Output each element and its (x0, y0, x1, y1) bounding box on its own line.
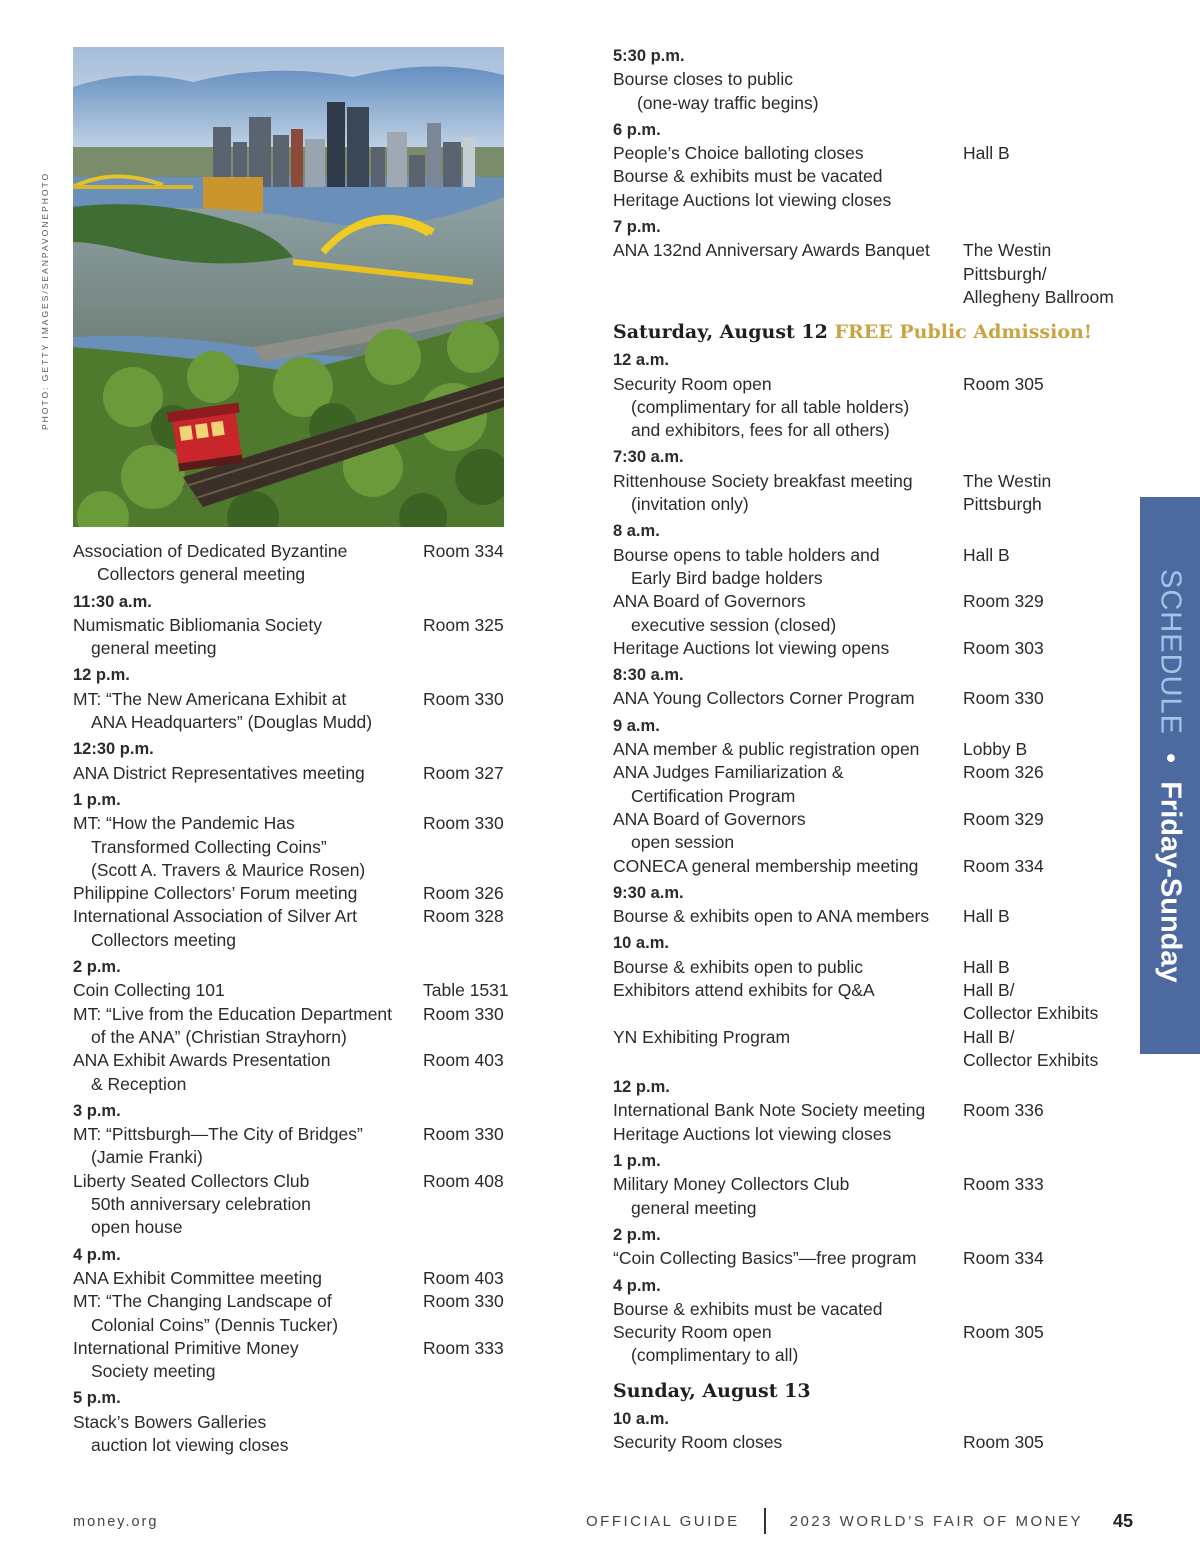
pittsburgh-skyline-incline-icon (73, 47, 504, 527)
schedule-entry (613, 1173, 1133, 1220)
entry-row (613, 373, 1133, 396)
event-room (963, 1298, 1133, 1321)
entry-continuation-row (613, 1344, 1133, 1367)
event-name: International Primitive Money (73, 1337, 299, 1358)
event-name-continued: auction lot viewing closes (91, 1434, 289, 1455)
entry-row (73, 540, 543, 563)
entry-continuation-row (73, 1146, 543, 1169)
event-room-continued: Collector Exhibits (963, 1003, 1099, 1024)
schedule-entry (73, 1170, 543, 1240)
time-heading: 6 p.m. (613, 120, 661, 139)
time-heading: 12:30 p.m. (73, 740, 154, 759)
event-name-continued: Certification Program (631, 785, 796, 806)
event-name: Bourse & exhibits must be vacated (613, 1298, 883, 1319)
schedule-entry (613, 544, 1133, 591)
entry-continuation-row (613, 396, 1133, 419)
schedule-entry (613, 239, 1133, 309)
schedule-entry (613, 637, 1133, 660)
event-room-continued (423, 1360, 543, 1383)
entry-row (73, 1290, 543, 1313)
entry-continuation-row (73, 859, 543, 882)
event-room-continued (423, 711, 543, 734)
event-room: Room 336 (963, 1100, 1044, 1121)
event-name-continued (613, 263, 963, 286)
event-name-continued: open session (631, 832, 735, 853)
entry-row (613, 761, 1133, 784)
time-heading: 7:30 a.m. (613, 448, 684, 467)
entry-continuation-row (613, 263, 1133, 286)
event-room-continued: Collector Exhibits (963, 1049, 1099, 1070)
entry-continuation-row (73, 711, 543, 734)
event-room: Room 403 (423, 1050, 504, 1071)
event-name: Military Money Collectors Club (613, 1174, 850, 1195)
event-name: ANA District Representatives meeting (73, 762, 365, 783)
schedule-entry (613, 1247, 1133, 1270)
event-room-continued (423, 1216, 543, 1239)
entry-row (73, 1003, 543, 1026)
entry-row (73, 1049, 543, 1072)
event-room: The Westin (963, 240, 1052, 261)
event-room: Room 334 (423, 541, 504, 561)
event-room-continued (423, 637, 543, 660)
entry-continuation-row (73, 637, 543, 660)
event-name: Stack’s Bowers Galleries (73, 1411, 267, 1432)
schedule-entry (613, 1099, 1133, 1122)
schedule-entry (73, 540, 543, 587)
event-name: Bourse & exhibits must be vacated (613, 166, 883, 187)
event-room: Room 329 (963, 808, 1044, 829)
event-name-continued: Collectors general meeting (97, 564, 306, 585)
schedule-entry (613, 1321, 1133, 1368)
schedule-entry (613, 956, 1133, 979)
event-room-continued (423, 1314, 543, 1337)
schedule-entry (73, 905, 543, 952)
entry-row (613, 808, 1133, 831)
event-room: Room 326 (423, 883, 504, 904)
entry-row (613, 1173, 1133, 1196)
event-room-continued: Allegheny Ballroom (963, 286, 1114, 307)
side-tab-schedule: SCHEDULE (1154, 568, 1187, 735)
time-heading: 8 a.m. (613, 522, 660, 541)
event-name-continued: Transformed Collecting Coins” (91, 836, 327, 857)
day-heading (613, 1378, 1133, 1404)
event-name-continued: (Jamie Franki) (91, 1147, 203, 1168)
event-room: Room 333 (423, 1337, 504, 1358)
event-name-continued: (invitation only) (631, 494, 749, 515)
time-heading: 11:30 a.m. (73, 592, 152, 611)
event-room-continued (963, 419, 1133, 442)
event-name: Liberty Seated Collectors Club (73, 1170, 310, 1191)
entry-row (73, 1411, 543, 1434)
event-name-continued: ANA Headquarters” (Douglas Mudd) (91, 712, 373, 733)
event-name: Rittenhouse Society breakfast meeting (613, 470, 913, 491)
schedule-entry (73, 1049, 543, 1096)
event-room: Room 305 (963, 373, 1044, 394)
event-name-continued: Early Bird badge holders (631, 567, 823, 588)
schedule-entry (73, 688, 543, 735)
entry-continuation-row (613, 286, 1133, 309)
entry-continuation-row (73, 1434, 543, 1457)
event-name-continued: general meeting (631, 1197, 757, 1218)
event-room: Hall B/ (963, 1026, 1015, 1047)
event-name-continued: Society meeting (91, 1361, 216, 1382)
schedule-entry (613, 761, 1133, 808)
event-name-continued: general meeting (91, 638, 217, 659)
schedule-entry (73, 812, 543, 882)
page-number: 45 (1113, 1510, 1134, 1531)
event-name-continued: & Reception (91, 1073, 187, 1094)
entry-continuation-row (73, 1314, 543, 1337)
event-room-continued (423, 859, 543, 882)
entry-row (613, 1298, 1133, 1321)
event-name: Exhibitors attend exhibits for Q&A (613, 979, 875, 1000)
schedule-entry (73, 979, 543, 1002)
schedule-entry (73, 1337, 543, 1384)
time-heading: 4 p.m. (73, 1245, 121, 1264)
time-heading: 2 p.m. (613, 1225, 661, 1244)
event-name-continued (613, 286, 963, 309)
event-name: MT: “How the Pandemic Has (73, 813, 295, 834)
right-schedule-column (613, 45, 1133, 1454)
entry-row (73, 1337, 543, 1360)
entry-continuation-row (613, 493, 1133, 516)
event-room: Room 333 (963, 1174, 1044, 1195)
event-name: “Coin Collecting Basics”—free program (613, 1248, 917, 1269)
entry-row (613, 590, 1133, 613)
entry-continuation-row (73, 1360, 543, 1383)
entry-row (613, 1321, 1133, 1344)
event-name: Bourse closes to public (613, 69, 793, 90)
footer-divider (764, 1508, 766, 1534)
schedule-entry (613, 1298, 1133, 1321)
left-schedule-column (73, 540, 543, 1457)
event-name: YN Exhibiting Program (613, 1026, 791, 1047)
entry-continuation-row (73, 1193, 543, 1216)
event-room-continued (963, 1344, 1133, 1367)
schedule-entry (613, 808, 1133, 855)
time-heading: 2 p.m. (73, 958, 121, 977)
day-heading (613, 319, 1133, 345)
event-name: MT: “Live from the Education Department (73, 1003, 393, 1024)
time-heading: 9 a.m. (613, 716, 660, 735)
event-room-continued (423, 1434, 543, 1457)
entry-continuation-row (73, 1026, 543, 1049)
schedule-entry (73, 1123, 543, 1170)
entry-row (73, 1123, 543, 1146)
time-heading: 10 a.m. (613, 934, 669, 953)
event-room: Room 408 (423, 1170, 504, 1191)
schedule-entry (613, 1431, 1133, 1454)
event-room: Room 305 (963, 1322, 1044, 1343)
entry-row (613, 956, 1133, 979)
event-room-continued (963, 567, 1133, 590)
time-heading: 3 p.m. (73, 1101, 121, 1120)
entry-row (73, 812, 543, 835)
entry-continuation-row (73, 563, 543, 586)
event-name-continued: (one-way traffic begins) (637, 92, 819, 113)
event-name: ANA Young Collectors Corner Program (613, 688, 915, 709)
event-name: ANA member & public registration open (613, 739, 920, 760)
event-name-continued: (complimentary for all table holders) (631, 396, 910, 417)
entry-row (613, 905, 1133, 928)
event-name-continued: Colonial Coins” (Dennis Tucker) (91, 1314, 339, 1335)
time-heading: 5:30 p.m. (613, 47, 685, 65)
event-name: Numismatic Bibliomania Society (73, 614, 322, 635)
pittsburgh-photo (73, 47, 504, 527)
entry-row (613, 979, 1133, 1002)
event-name: Bourse opens to table holders and (613, 544, 880, 565)
schedule-entry (613, 373, 1133, 443)
schedule-entry (73, 614, 543, 661)
entry-continuation-row (613, 1002, 1133, 1025)
event-name: MT: “The New Americana Exhibit at (73, 688, 347, 709)
event-room: Room 330 (963, 688, 1044, 709)
event-name-continued (613, 1049, 963, 1072)
event-name: Coin Collecting 101 (73, 980, 225, 1001)
schedule-entry (73, 1267, 543, 1290)
event-room: Room 330 (423, 1124, 504, 1145)
entry-continuation-row (613, 614, 1133, 637)
entry-continuation-row (613, 419, 1133, 442)
entry-row (73, 882, 543, 905)
event-room-continued (423, 563, 543, 586)
schedule-entry (613, 855, 1133, 878)
event-room (423, 1411, 543, 1434)
event-room: Hall B (963, 956, 1010, 977)
schedule-entry (613, 979, 1133, 1026)
event-room (963, 189, 1133, 212)
entry-row (73, 1267, 543, 1290)
event-name: Security Room open (613, 1322, 772, 1343)
event-name-continued: (complimentary to all) (631, 1345, 799, 1366)
entry-continuation-row (73, 836, 543, 859)
time-heading: 1 p.m. (73, 790, 121, 809)
event-room: Lobby B (963, 739, 1028, 760)
schedule-entry (73, 882, 543, 905)
entry-row (613, 1431, 1133, 1454)
entry-continuation-row (613, 1049, 1133, 1072)
time-heading: 12 p.m. (613, 1078, 670, 1097)
day-heading-text: Saturday, August 12 (613, 321, 828, 344)
event-room: Room 326 (963, 762, 1044, 783)
event-room: Room 403 (423, 1267, 504, 1288)
entry-row (613, 1247, 1133, 1270)
event-room-continued (423, 1146, 543, 1169)
event-name-continued (613, 1002, 963, 1025)
schedule-entry (613, 738, 1133, 761)
schedule-entry (613, 470, 1133, 517)
event-room: Hall B (963, 906, 1010, 927)
event-name: Bourse & exhibits open to ANA members (613, 906, 930, 927)
event-name: ANA Board of Governors (613, 808, 806, 829)
time-heading: 8:30 a.m. (613, 666, 684, 685)
event-room: Room 325 (423, 614, 504, 635)
entry-row (73, 762, 543, 785)
event-name: Philippine Collectors’ Forum meeting (73, 883, 358, 904)
schedule-entry (613, 165, 1133, 188)
time-heading: 1 p.m. (613, 1152, 661, 1171)
schedule-entry (613, 590, 1133, 637)
event-room-continued (963, 396, 1133, 419)
event-name: Security Room open (613, 373, 772, 394)
entry-row (613, 544, 1133, 567)
event-name: International Bank Note Society meeting (613, 1100, 926, 1121)
event-room: Room 330 (423, 1291, 504, 1312)
entry-row (613, 1026, 1133, 1049)
event-room-continued (963, 831, 1133, 854)
schedule-entry (613, 687, 1133, 710)
entry-row (613, 738, 1133, 761)
time-heading: 4 p.m. (613, 1276, 661, 1295)
time-heading: 7 p.m. (613, 218, 661, 237)
event-room: Hall B (963, 143, 1010, 164)
event-room: Room 330 (423, 813, 504, 834)
event-name: Association of Dedicated Byzantine (73, 541, 348, 561)
time-heading: 12 p.m. (73, 666, 130, 685)
event-room: Room 327 (423, 762, 504, 783)
event-room: Room 305 (963, 1432, 1044, 1453)
event-room-continued (963, 785, 1133, 808)
event-room: Room 334 (963, 855, 1044, 876)
event-room-continued (963, 1197, 1133, 1220)
footer-guide: OFFICIAL GUIDE (586, 1512, 740, 1530)
event-room (963, 1123, 1133, 1146)
entry-row (613, 637, 1133, 660)
footer-site: money.org (73, 1514, 159, 1530)
event-room-continued (423, 836, 543, 859)
entry-continuation-row (613, 92, 1133, 115)
free-admission-note: FREE Public Admission! (834, 321, 1093, 344)
event-name: ANA Board of Governors (613, 591, 806, 612)
side-tab-days: Friday-Sunday (1154, 780, 1187, 983)
event-room-continued (423, 1073, 543, 1096)
entry-row (73, 1170, 543, 1193)
entry-row (613, 1099, 1133, 1122)
footer-right (586, 1508, 1133, 1534)
schedule-entry (613, 142, 1133, 165)
event-room-continued (423, 1193, 543, 1216)
time-heading: 12 a.m. (613, 351, 669, 370)
entry-row (613, 189, 1133, 212)
day-heading-text: Sunday, August 13 (613, 1379, 811, 1402)
event-name: Heritage Auctions lot viewing opens (613, 637, 890, 658)
event-room (963, 165, 1133, 188)
event-room-continued (423, 1026, 543, 1049)
side-tab-dot: • (1154, 752, 1187, 763)
schedule-entry (73, 762, 543, 785)
event-room: The Westin (963, 470, 1052, 491)
section-side-tab (1140, 497, 1200, 1054)
schedule-entry (613, 189, 1133, 212)
event-name: People’s Choice balloting closes (613, 143, 864, 164)
event-room: Room 330 (423, 1003, 504, 1024)
entry-continuation-row (73, 1216, 543, 1239)
entry-row (613, 165, 1133, 188)
event-room-continued: Pittsburgh/ (963, 263, 1047, 284)
event-name: ANA Exhibit Committee meeting (73, 1267, 322, 1288)
entry-row (613, 855, 1133, 878)
event-name: Heritage Auctions lot viewing closes (613, 189, 892, 210)
event-room: Hall B (963, 544, 1010, 565)
event-name-continued: and exhibitors, fees for all others) (631, 420, 890, 441)
schedule-entry (73, 1003, 543, 1050)
entry-row (73, 979, 543, 1002)
event-room: Room 329 (963, 591, 1044, 612)
event-name: Bourse & exhibits open to public (613, 956, 864, 977)
event-room: Table 1531 (423, 980, 509, 1001)
entry-continuation-row (73, 929, 543, 952)
time-heading: 10 a.m. (613, 1409, 669, 1428)
event-room (963, 68, 1133, 91)
event-name: Heritage Auctions lot viewing closes (613, 1123, 892, 1144)
event-room: Room 328 (423, 906, 504, 927)
event-name-continued: open house (91, 1217, 183, 1238)
schedule-entry (73, 1290, 543, 1337)
event-name-continued: (Scott A. Travers & Maurice Rosen) (91, 859, 366, 880)
entry-row (613, 239, 1133, 262)
entry-row (613, 142, 1133, 165)
schedule-entry (613, 1123, 1133, 1146)
entry-continuation-row (613, 831, 1133, 854)
event-room: Room 334 (963, 1248, 1044, 1269)
event-name: ANA Judges Familiarization & (613, 762, 844, 783)
event-name: CONECA general membership meeting (613, 855, 919, 876)
event-name-continued: of the ANA” (Christian Strayhorn) (91, 1026, 347, 1047)
schedule-entry (613, 905, 1133, 928)
time-heading: 5 p.m. (73, 1389, 121, 1408)
photo-credit: PHOTO: GETTY IMAGES/SEANPAVONEPHOTO (40, 171, 50, 430)
entry-row (613, 68, 1133, 91)
entry-row (73, 905, 543, 928)
schedule-entry (73, 1411, 543, 1458)
event-name: MT: “The Changing Landscape of (73, 1291, 332, 1312)
event-room: Room 330 (423, 688, 504, 709)
event-name: ANA Exhibit Awards Presentation (73, 1050, 331, 1071)
schedule-entry (613, 1026, 1133, 1073)
event-name: Security Room closes (613, 1432, 783, 1453)
event-room-continued (963, 92, 1133, 115)
event-name: International Association of Silver Art (73, 906, 358, 927)
time-heading: 9:30 a.m. (613, 883, 684, 902)
entry-continuation-row (613, 785, 1133, 808)
footer-event: 2023 WORLD’S FAIR OF MONEY (789, 1512, 1084, 1530)
schedule-entry (613, 68, 1133, 115)
event-room-continued (963, 614, 1133, 637)
event-room: Room 303 (963, 637, 1044, 658)
entry-row (613, 687, 1133, 710)
event-room-continued (423, 929, 543, 952)
event-name-continued: executive session (closed) (631, 614, 837, 635)
entry-continuation-row (73, 1073, 543, 1096)
event-name: ANA 132nd Anniversary Awards Banquet (613, 240, 930, 261)
entry-continuation-row (613, 567, 1133, 590)
event-name-continued: 50th anniversary celebration (91, 1194, 311, 1215)
entry-row (613, 1123, 1133, 1146)
entry-row (613, 470, 1133, 493)
event-name: MT: “Pittsburgh—The City of Bridges” (73, 1124, 363, 1145)
event-name-continued: Collectors meeting (91, 929, 236, 950)
entry-row (73, 614, 543, 637)
entry-row (73, 688, 543, 711)
entry-continuation-row (613, 1197, 1133, 1220)
event-room-continued: Pittsburgh (963, 494, 1042, 515)
event-room: Hall B/ (963, 979, 1015, 1000)
